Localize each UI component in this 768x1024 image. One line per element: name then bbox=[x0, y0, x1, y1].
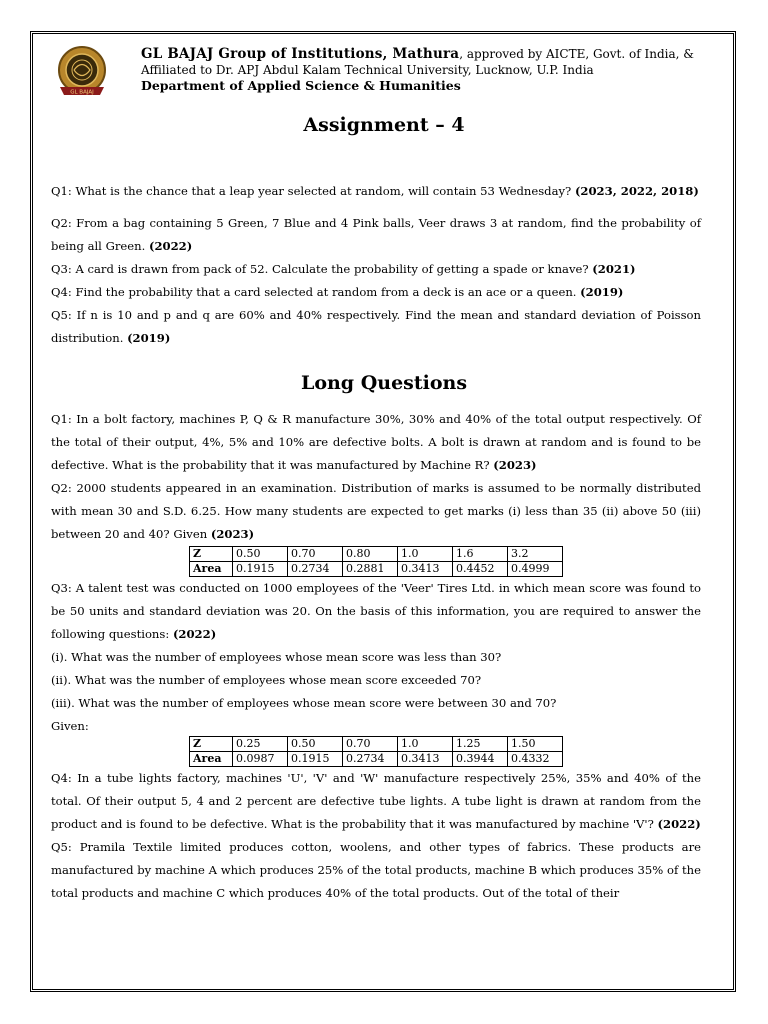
institution-name: GL BAJAJ Group of Institutions, Mathura bbox=[141, 46, 460, 62]
header-text bbox=[141, 46, 721, 94]
short-question-3: Q3: A card is drawn from pack of 52. Calculate the probability of getting a spade or knave? (2021) bbox=[51, 262, 636, 276]
short-question-1: Q1: What is the chance that a leap year selected at random, will contain 53 Wednesday? (2023, 2022, 2018) bbox=[51, 184, 699, 198]
long-question-3: Q3: A talent test was conducted on 1000 employees of the 'Veer' Tires Ltd. in which mean score was found to be 50 units and standard deviation was 20. On the basis of this information, you are required to answer the following questions: (2022) bbox=[51, 581, 701, 641]
table-row: Z 0.50 0.70 0.80 1.0 1.6 3.2 bbox=[190, 547, 563, 562]
institution-logo bbox=[50, 43, 114, 105]
department-name: Department of Applied Science & Humanities bbox=[141, 78, 461, 93]
logo-text: GL BAJAJ bbox=[70, 89, 94, 96]
z-table-2 bbox=[189, 736, 563, 767]
institution-approval: , approved by AICTE, Govt. of India, & Affiliated to Dr. APJ Abdul Kalam Technical University, Lucknow, U.P. India bbox=[141, 47, 694, 77]
short-question-2: Q2: From a bag containing 5 Green, 7 Blue and 4 Pink balls, Veer draws 3 at random, find the probability of being all Green. (2022) bbox=[51, 216, 701, 253]
long-questions-heading: Long Questions bbox=[300, 372, 468, 394]
given-label: Given: bbox=[51, 719, 89, 733]
long-question-4: Q4: In a tube lights factory, machines 'U', 'V' and 'W' manufacture respectively 25%, 35% and 40% of the total. Of their output 5, 4 and 2 percent are defective tube lights. A tube light is drawn at random from the product and is found to be defective. What is the probability that it was manufactured by machine 'V'? (2022) bbox=[51, 771, 701, 831]
long-question-2: Q2: 2000 students appeared in an examination. Distribution of marks is assumed to be normally distributed with mean 30 and S.D. 6.25. How many students are expected to get marks (i) less than 35 (ii) above 50 (iii) between 20 and 40? Given (2023) bbox=[51, 481, 701, 541]
long-question-1: Q1: In a bolt factory, machines P, Q & R manufacture 30%, 30% and 40% of the total output respectively. Of the total of their output, 4%, 5% and 10% are defective bolts. A bolt is drawn at random and is found to be defective. What is the probability that it was manufactured by Machine R? (2023) bbox=[51, 412, 701, 472]
short-question-5: Q5: If n is 10 and p and q are 60% and 40% respectively. Find the mean and standard deviation of Poisson distribution. (2019) bbox=[51, 308, 701, 345]
long-questions bbox=[51, 408, 701, 905]
short-questions bbox=[51, 182, 701, 350]
long-question-3-part-3: (iii). What was the number of employees whose mean score were between 30 and 70? bbox=[51, 696, 557, 710]
page-title: Assignment – 4 bbox=[303, 114, 465, 136]
z-table-1 bbox=[189, 546, 563, 577]
table-row: Z 0.25 0.50 0.70 1.0 1.25 1.50 bbox=[190, 737, 563, 752]
long-question-3-part-2: (ii). What was the number of employees whose mean score exceeded 70? bbox=[51, 673, 482, 687]
table-row: Area 0.0987 0.1915 0.2734 0.3413 0.3944 0.4332 bbox=[190, 752, 563, 767]
long-question-5: Q5: Pramila Textile limited produces cotton, woolens, and other types of fabrics. These products are manufactured by machine A which produces 25% of the total products, machine B which produces 35% of the total products and machine C which produces 40% of the total products. Out of the total of their bbox=[51, 840, 701, 900]
long-question-3-part-1: (i). What was the number of employees whose mean score was less than 30? bbox=[51, 650, 502, 664]
short-question-4: Q4: Find the probability that a card selected at random from a deck is an ace or a queen. (2019) bbox=[51, 285, 624, 299]
table-row: Area 0.1915 0.2734 0.2881 0.3413 0.4452 0.4999 bbox=[190, 562, 563, 577]
